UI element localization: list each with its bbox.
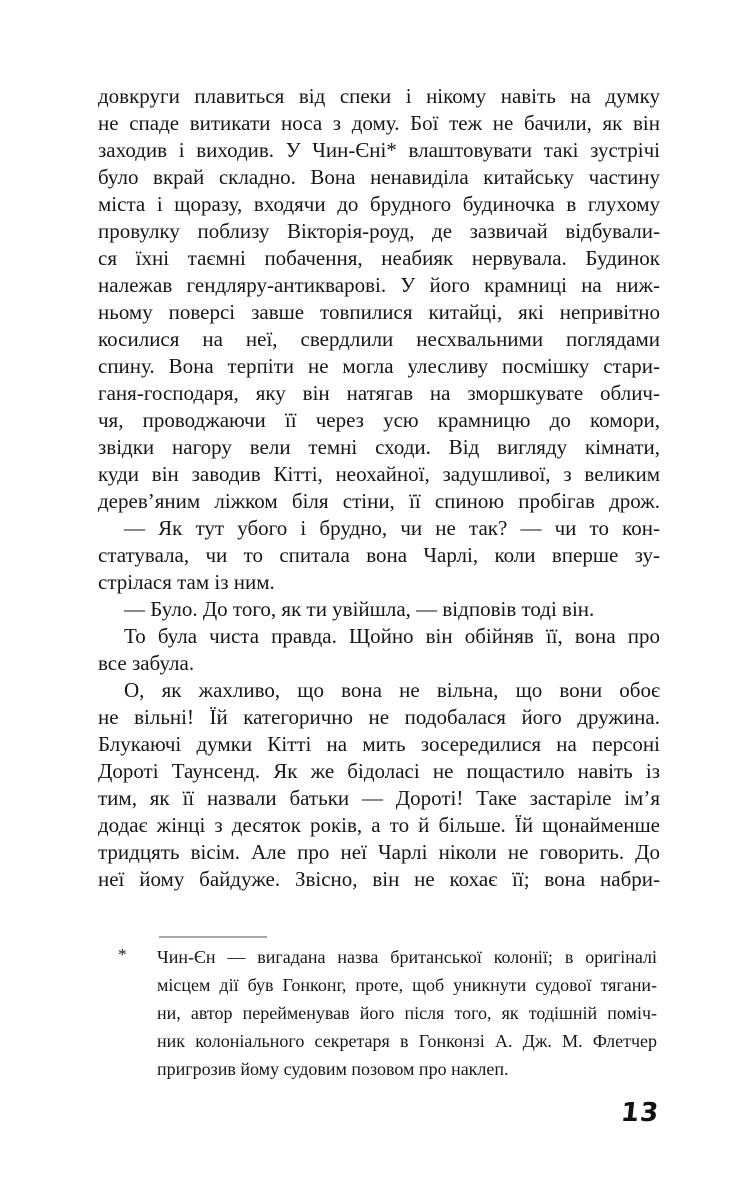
footnote-line: ни, автор перейменував його після того, як тодішній поміч- xyxy=(157,1003,657,1023)
text-line: було вкрай складно. Вона ненавиділа китайську частину xyxy=(98,165,660,189)
text-line: дерев’яним ліжком біля стіни, її спиною пробігав дрож. xyxy=(98,489,660,513)
text-line: куди він заводив Кітті, неохайної, задушливої, з великим xyxy=(98,462,660,486)
text-line: провулку поблизу Вікторія-роуд, де зазвичай відбували- xyxy=(98,219,660,243)
text-line: звідки нагору вели темні сходи. Від вигляду кімнати, xyxy=(98,435,660,459)
text-line: стрілася там із ним. xyxy=(98,570,275,594)
text-line: все забула. xyxy=(98,651,195,675)
text-line: ньому поверсі завше товпилися китайці, які непривітно xyxy=(98,300,660,324)
footnote-line: ник колоніального секретаря в Гонконзі А. Дж. М. Флетчер xyxy=(157,1031,657,1051)
text-line: косилися на неї, свердлили несхвальними поглядами xyxy=(98,327,660,351)
text-line: Блукаючі думки Кітті на мить зосередилися на персоні xyxy=(98,732,660,756)
footnote-lines xyxy=(118,943,657,1083)
footnote-divider xyxy=(159,936,267,938)
text-line: не вільні! Їй категорично не подобалася його дружина. xyxy=(98,705,660,729)
footnote-line: місцем дії був Гонконг, проте, щоб уникнути судової тягани- xyxy=(157,975,657,995)
footnote-line: Чин-Єн — вигадана назва британської колонії; в оригіналі * xyxy=(157,943,657,971)
page-number: 13 xyxy=(619,1098,661,1128)
body-text xyxy=(98,83,660,893)
footnote-line: пригрозив йому судовим позовом про наклеп. xyxy=(157,1059,509,1079)
text-line: чя, проводжаючи її через усю крамницю до комори, xyxy=(98,408,660,432)
text-line: неї йому байдуже. Звісно, він не кохає її; вона набри- xyxy=(98,867,660,891)
text-line: статувала, чи то спитала вона Чарлі, коли вперше зу- xyxy=(98,543,660,567)
text-line: ганя-господаря, яку він натягав на зморшкувате облич- xyxy=(98,381,660,405)
text-line: тридцять вісім. Але про неї Чарлі ніколи не говорить. До xyxy=(98,840,660,864)
text-line: — Було. До того, як ти увійшла, — відповів тоді він. xyxy=(124,597,595,621)
text-line: — Як тут убого і брудно, чи не так? — чи то кон- xyxy=(124,516,660,540)
text-line: То була чиста правда. Щойно він обійняв її, вона про xyxy=(124,624,660,648)
text-line: належав гендляру-антикварові. У його крамниці на ниж- xyxy=(98,273,660,297)
text-line: ся їхні таємні побачення, неабияк нервувала. Будинок xyxy=(98,246,660,270)
footnote xyxy=(118,936,657,1083)
text-line: додає жінці з десяток років, а то й більше. Їй щонайменше xyxy=(98,813,660,837)
footnote-marker: * xyxy=(118,945,127,964)
text-line: довкруги плавиться від спеки і нікому навіть на думку xyxy=(98,84,660,108)
text-line: тим, як її назвали батьки — Дороті! Таке застаріле ім’я xyxy=(98,786,660,810)
text-line: міста і щоразу, входячи до брудного будиночка в глухому xyxy=(98,192,660,216)
text-line: спину. Вона терпіти не могла улесливу посмішку стари- xyxy=(98,354,660,378)
text-line: заходив і виходив. У Чин-Єні* влаштовувати такі зустрічі xyxy=(98,138,660,162)
text-line: Дороті Таунсенд. Як же бідоласі не пощастило навіть із xyxy=(98,759,660,783)
text-line: О, як жахливо, що вона не вільна, що вони обоє xyxy=(124,678,660,702)
text-line: не спаде витикати носа з дому. Бої теж не бачили, як він xyxy=(98,111,660,135)
